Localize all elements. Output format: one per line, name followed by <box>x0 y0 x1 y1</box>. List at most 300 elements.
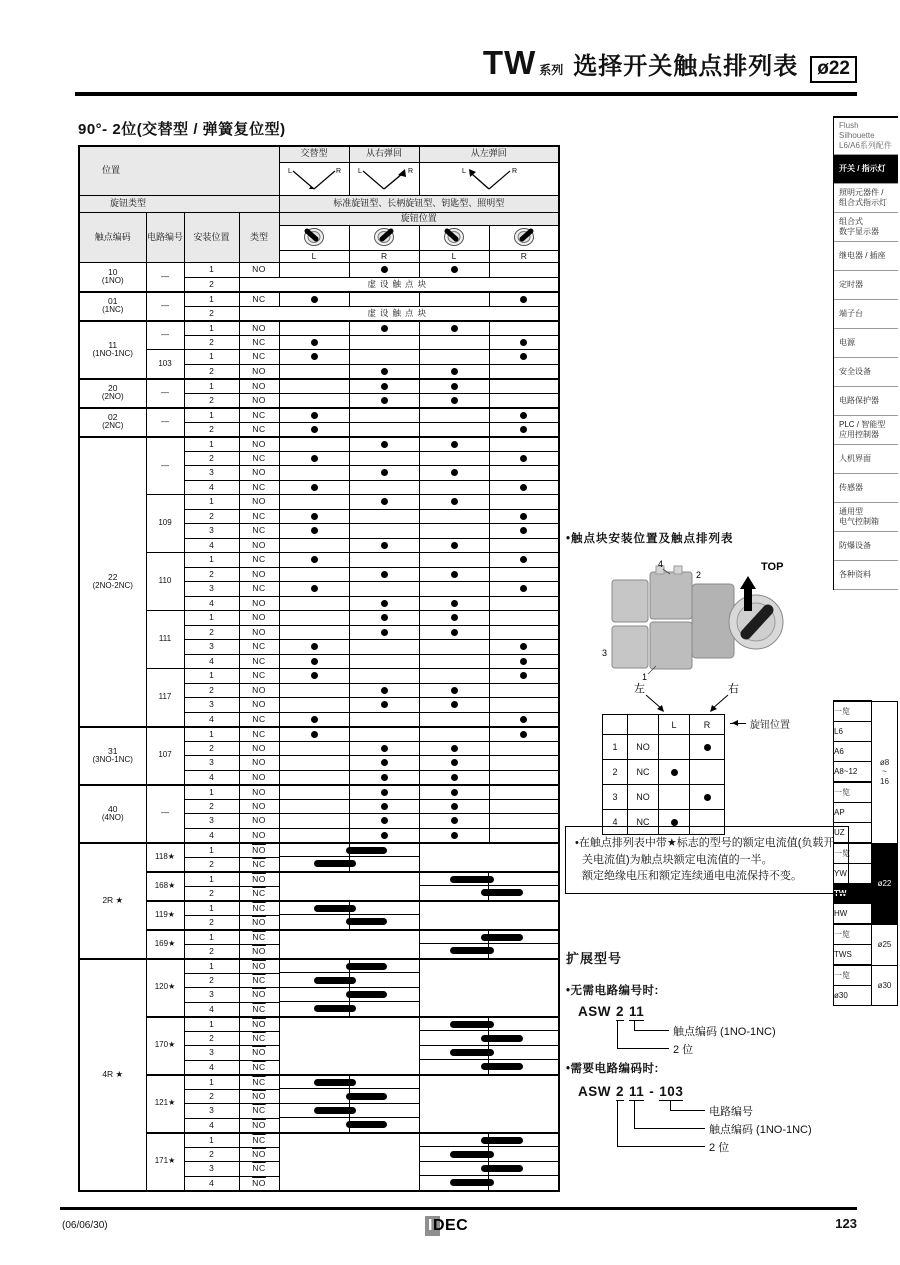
sidebar-item[interactable]: 端子台 <box>834 300 898 329</box>
contact-dot <box>520 556 527 563</box>
mount-position-cell: 1 <box>184 611 239 626</box>
example-header-cell: L <box>659 715 690 735</box>
contact-dot-cell <box>419 408 489 423</box>
series-nav-item[interactable]: A8~12 <box>834 762 872 783</box>
column-divider <box>419 1031 420 1046</box>
contact-dot-cell <box>489 364 559 379</box>
contact-dot-cell <box>419 814 489 829</box>
contact-dot <box>451 817 458 824</box>
series-nav-item[interactable]: HW <box>834 904 872 925</box>
contact-dot-cell <box>349 727 419 742</box>
contact-dot <box>381 832 388 839</box>
circuit-number-cell: 121★ <box>146 1075 184 1133</box>
contact-dot-cell <box>419 495 489 510</box>
contact-dot-cell <box>349 828 419 843</box>
knob-range-cell <box>279 915 559 930</box>
contact-dot-cell <box>349 770 419 785</box>
header-rule <box>75 92 857 96</box>
contact-dot-cell <box>279 582 349 597</box>
contact-dot-cell <box>419 654 489 669</box>
contact-dot-cell <box>279 741 349 756</box>
top-label: TOP <box>761 561 784 573</box>
contact-closed-bar <box>346 963 388 970</box>
example-cell: 1 <box>603 735 628 760</box>
size-badge: ø22 <box>810 56 857 83</box>
contact-dot-cell <box>279 408 349 423</box>
mount-position-cell: 4 <box>184 1002 239 1017</box>
contact-type-cell: NC <box>239 451 279 466</box>
series-nav-item[interactable]: 一览 <box>834 701 872 722</box>
knob-range-cell <box>279 930 559 945</box>
contact-dot-cell <box>349 741 419 756</box>
mount-position-cell: 4 <box>184 1118 239 1133</box>
contact-type-cell: NO <box>239 364 279 379</box>
expansion-title: 扩展型号 <box>566 951 623 966</box>
contact-dot-cell <box>279 495 349 510</box>
contact-dot-cell <box>489 509 559 524</box>
knob-range-cell <box>279 843 559 858</box>
circuit-number-cell: 168★ <box>146 872 184 901</box>
contact-dot <box>381 701 388 708</box>
series-size-group[interactable]: ø22 <box>872 843 898 924</box>
contact-closed-bar <box>314 860 356 867</box>
contact-dot-cell <box>349 669 419 684</box>
callout-label: 2 位 <box>673 1044 694 1056</box>
circuit-number-cell: — <box>146 321 184 350</box>
sidebar-item[interactable]: 电源 <box>834 329 898 358</box>
mount-position-cell: 1 <box>184 321 239 336</box>
column-divider <box>419 988 420 1003</box>
knob-range-cell <box>279 959 559 974</box>
sidebar-item[interactable]: 人机界面 <box>834 445 898 474</box>
contact-dot-cell <box>419 741 489 756</box>
contact-dot <box>381 803 388 810</box>
contact-dot-cell <box>419 596 489 611</box>
contact-type-cell: NO <box>239 393 279 408</box>
contact-dot-cell <box>419 321 489 336</box>
table-row <box>79 553 559 568</box>
model-number-part: 11 <box>629 1004 645 1019</box>
sidebar-item[interactable]: PLC / 智能型 应用控制器 <box>834 416 898 445</box>
series-nav-item[interactable]: L6 <box>834 722 872 742</box>
circuit-number-cell: — <box>146 263 184 292</box>
contact-dot <box>451 701 458 708</box>
sidebar-item[interactable]: 定时器 <box>834 271 898 300</box>
contact-dot <box>381 325 388 332</box>
model-number <box>578 1004 644 1021</box>
contact-dot-cell <box>489 770 559 785</box>
callout-label: 2 位 <box>709 1142 730 1154</box>
mount-position-cell: 1 <box>184 553 239 568</box>
contact-type-cell: NO <box>239 437 279 452</box>
column-divider <box>419 1018 420 1032</box>
sidebar-item[interactable]: 电路保护器 <box>834 387 898 416</box>
contact-dot-cell <box>279 756 349 771</box>
contact-dot-cell <box>489 553 559 568</box>
contact-type-cell: NC <box>239 582 279 597</box>
contact-dot-cell <box>279 422 349 437</box>
column-divider <box>419 1046 420 1061</box>
contact-dot <box>520 731 527 738</box>
contact-dot-cell <box>279 553 349 568</box>
contact-closed-bar <box>481 1035 523 1042</box>
contact-dot-cell <box>279 480 349 495</box>
mount-position-cell: 4 <box>184 538 239 553</box>
contact-dot <box>451 614 458 621</box>
contact-type-cell: NC <box>239 654 279 669</box>
contact-dot-cell <box>349 335 419 350</box>
mount-position-cell: 2 <box>184 741 239 756</box>
contact-dot-cell <box>489 741 559 756</box>
knob-range-cell <box>279 1162 559 1177</box>
knob-type-header: 旋钮类型 <box>79 195 279 212</box>
contact-type-cell: NC <box>239 408 279 423</box>
sidebar-item[interactable]: 各种资料 <box>834 561 898 590</box>
series-nav-item[interactable]: ø30 <box>834 986 872 1006</box>
series-nav-item[interactable]: A6 <box>834 742 872 762</box>
contact-dot <box>381 397 388 404</box>
contact-type-cell: $\overline{NC}$ <box>239 973 279 988</box>
dummy-block-cell: 虚设触点块 <box>239 306 559 321</box>
contact-type-cell: $\overline{NC}$ <box>239 930 279 945</box>
example-cell: 2 <box>603 760 628 785</box>
mount-position-cell: 1 <box>184 785 239 800</box>
contact-closed-bar <box>346 847 388 854</box>
example-cell: NC <box>628 760 659 785</box>
column-divider <box>419 960 420 974</box>
series-size-group[interactable]: ø25 <box>872 924 898 965</box>
contact-closed-bar <box>481 1165 523 1172</box>
contact-dot-cell <box>279 640 349 655</box>
contact-dot-cell <box>419 509 489 524</box>
mount-position-cell: 3 <box>184 640 239 655</box>
contact-dot-cell <box>349 524 419 539</box>
sidebar-item[interactable]: 通用型 电气控制箱 <box>834 503 898 532</box>
arrangement-example-table <box>602 714 725 835</box>
diagram-alternate-cell <box>279 162 349 195</box>
series-nav-item[interactable]: UZ <box>834 823 872 844</box>
table-row <box>79 611 559 626</box>
circuit-number-cell: 171★ <box>146 1133 184 1191</box>
contact-type-cell: $\overline{NO}$ <box>239 872 279 887</box>
contact-dot <box>451 803 458 810</box>
contact-type-cell: NC <box>239 712 279 727</box>
contact-dot-cell <box>489 466 559 481</box>
contact-dot <box>520 296 527 303</box>
mount-position-cell: 2 <box>184 567 239 582</box>
knob-range-cell <box>279 988 559 1003</box>
mount-position-cell: 2 <box>184 799 239 814</box>
col-header-contact-code: 触点编码 <box>79 212 146 262</box>
example-cell <box>690 735 725 760</box>
example-cell: NO <box>628 735 659 760</box>
sidebar-item[interactable]: 照明元器件 / 组合式指示灯 <box>834 184 898 213</box>
position-header: 位置 <box>79 146 279 195</box>
contact-dot-cell <box>419 379 489 394</box>
contact-type-cell: NO <box>239 814 279 829</box>
diagram-return-right-cell <box>349 162 419 195</box>
sidebar-item[interactable]: 传感器 <box>834 474 898 503</box>
series-suffix: 系列 <box>539 63 564 77</box>
contact-type-cell: NO <box>239 538 279 553</box>
expansion-case2-label: •需要电路编码时: <box>566 1063 659 1075</box>
contact-type-cell: $\overline{NO}$ <box>239 1017 279 1032</box>
series-nav-item[interactable]: 一览 <box>834 843 872 864</box>
contact-dot <box>451 600 458 607</box>
column-divider <box>419 1104 420 1119</box>
svg-text:R: R <box>408 167 414 175</box>
contact-dot <box>520 585 527 592</box>
contact-dot <box>311 643 318 650</box>
svg-text:L: L <box>288 167 292 175</box>
contact-dot-cell <box>419 770 489 785</box>
block-number-1: 1 <box>642 672 648 682</box>
contact-dot-cell <box>489 814 559 829</box>
column-divider <box>419 902 420 916</box>
block-number-4: 4 <box>658 559 664 569</box>
contact-dot-cell <box>349 422 419 437</box>
series-nav-item[interactable]: 一览 <box>834 965 872 986</box>
contact-dot-cell <box>349 509 419 524</box>
contact-dot <box>381 441 388 448</box>
knob-position-pointer-label: 旋钮位置 <box>750 720 790 731</box>
series-nav-item[interactable]: YW <box>834 864 872 884</box>
contact-dot-cell <box>279 654 349 669</box>
contact-dot <box>520 455 527 462</box>
contact-dot <box>311 339 318 346</box>
series-nav-item[interactable]: AP <box>834 803 872 823</box>
contact-dot <box>451 542 458 549</box>
mount-position-cell: 2 <box>184 886 239 901</box>
contact-dot-cell <box>279 321 349 336</box>
alternate-diagram-icon <box>280 163 348 193</box>
contact-dot-cell <box>489 596 559 611</box>
contact-dot-cell <box>419 480 489 495</box>
contact-dot-cell <box>279 437 349 452</box>
table-row <box>79 1075 559 1090</box>
contact-dot-cell <box>419 727 489 742</box>
svg-text:L: L <box>461 167 466 175</box>
contact-type-cell: NO <box>239 741 279 756</box>
page-header <box>483 44 857 83</box>
mount-position-cell: 4 <box>184 712 239 727</box>
contact-dot <box>520 716 527 723</box>
callout-line <box>617 1021 669 1049</box>
sidebar-item[interactable]: 组合式 数字显示器 <box>834 213 898 242</box>
contact-dot-cell <box>279 698 349 713</box>
column-divider <box>419 915 420 929</box>
contact-dot <box>311 426 318 433</box>
contact-dot <box>381 774 388 781</box>
contact-closed-bar <box>346 1121 388 1128</box>
example-row <box>603 735 725 760</box>
contact-dot <box>311 527 318 534</box>
mount-position-cell: 1 <box>184 350 239 365</box>
contact-dot-cell <box>349 625 419 640</box>
column-divider <box>419 973 420 988</box>
contact-dot-cell <box>419 451 489 466</box>
star-note-text: •在触点排列表中带★标志的型号的额定电流值(负载开关电流值)为触点块额定电流值的一半。 <box>575 837 835 866</box>
series-nav-item[interactable]: TWS <box>834 945 872 966</box>
knob-range-cell <box>279 1031 559 1046</box>
example-header-row <box>603 715 725 735</box>
example-cell <box>659 735 690 760</box>
contact-dot <box>520 513 527 520</box>
circuit-number-cell: — <box>146 408 184 437</box>
contact-dot-cell <box>349 567 419 582</box>
contact-dot-cell <box>349 292 419 307</box>
mount-position-cell: 1 <box>184 292 239 307</box>
contact-dot <box>520 353 527 360</box>
contact-code-cell: 22 (2NO-2NC) <box>79 437 146 727</box>
contact-dot <box>520 527 527 534</box>
contact-dot-cell <box>349 698 419 713</box>
contact-dot-cell <box>279 611 349 626</box>
idec-logo <box>425 1214 495 1238</box>
mount-position-cell: 2 <box>184 393 239 408</box>
return-left-diagram-icon <box>420 163 558 193</box>
model-number-part: ASW <box>578 1084 611 1099</box>
contact-dot <box>451 832 458 839</box>
sidebar-item[interactable]: 安全设备 <box>834 358 898 387</box>
contact-dot-cell <box>489 669 559 684</box>
sidebar-item[interactable]: 开关 / 指示灯 <box>834 155 898 184</box>
example-header-cell: R <box>690 715 725 735</box>
contact-dot <box>451 789 458 796</box>
mount-position-cell: 4 <box>184 1176 239 1191</box>
knob-range-cell <box>279 1133 559 1148</box>
contact-dot-cell <box>349 582 419 597</box>
contact-type-cell: $\overline{NC}$ <box>239 901 279 916</box>
series-nav-item[interactable]: 一览 <box>834 782 872 803</box>
contact-dot <box>381 571 388 578</box>
table-row <box>79 263 559 278</box>
contact-dot <box>451 266 458 273</box>
contact-type-cell: NC <box>239 292 279 307</box>
contact-dot-cell <box>489 480 559 495</box>
column-divider <box>419 1162 420 1177</box>
left-arrow-icon <box>730 723 746 724</box>
contact-dot <box>381 469 388 476</box>
contact-dot-cell <box>349 466 419 481</box>
knob-range-cell <box>279 886 559 901</box>
mount-position-cell: 2 <box>184 683 239 698</box>
contact-type-cell: $\overline{NO}$ <box>239 988 279 1003</box>
mount-position-cell: 1 <box>184 263 239 278</box>
knob-range-cell <box>279 901 559 916</box>
contact-dot-cell <box>279 596 349 611</box>
contact-dot-cell <box>349 379 419 394</box>
contact-dot <box>311 731 318 738</box>
knob-range-cell <box>279 944 559 959</box>
knob-range-cell <box>279 1147 559 1162</box>
series-size-group[interactable]: ø30 <box>872 965 898 1006</box>
sidebar-item[interactable]: 继电器 / 插座 <box>834 242 898 271</box>
knob-icon-l <box>301 226 327 248</box>
contact-dot-cell <box>349 654 419 669</box>
contact-dot-cell <box>349 553 419 568</box>
knob-range-cell <box>279 1017 559 1032</box>
callout-line <box>617 1101 705 1147</box>
mount-position-cell: 2 <box>184 422 239 437</box>
contact-type-cell: NC <box>239 350 279 365</box>
contact-dot-cell <box>279 567 349 582</box>
contact-dot-cell <box>489 582 559 597</box>
circuit-number-cell: — <box>146 785 184 843</box>
mount-position-cell: 3 <box>184 582 239 597</box>
knob-range-cell <box>279 857 559 872</box>
contact-closed-bar <box>450 1179 494 1186</box>
contact-dot <box>520 643 527 650</box>
sidebar-item[interactable]: Flush Silhouette L6/A6系列配件 <box>834 118 898 155</box>
column-divider <box>419 931 420 945</box>
contact-dot <box>381 266 388 273</box>
contact-dot-cell <box>349 364 419 379</box>
contact-type-cell: NO <box>239 756 279 771</box>
model-number-part: 2 <box>616 1004 625 1019</box>
contact-dot-cell <box>489 828 559 843</box>
example-cell: NC <box>628 810 659 835</box>
contact-dot-cell <box>419 640 489 655</box>
example-row <box>603 785 725 810</box>
column-divider <box>419 1076 420 1090</box>
contact-type-cell: $\overline{NO}$ <box>239 915 279 930</box>
contact-dot <box>520 339 527 346</box>
model-number-part: 11 <box>629 1084 645 1099</box>
contact-dot-cell <box>419 292 489 307</box>
mount-position-cell: 1 <box>184 437 239 452</box>
series-nav-item[interactable]: TW <box>834 884 872 904</box>
contact-dot <box>381 368 388 375</box>
model-number <box>578 1084 683 1101</box>
mount-position-cell: 4 <box>184 1060 239 1075</box>
series-size-group[interactable]: ø8 ~ 16 <box>872 701 898 843</box>
contact-dot <box>671 819 678 826</box>
mount-position-cell: 1 <box>184 959 239 974</box>
contact-closed-bar <box>450 1151 494 1158</box>
mount-position-cell: 2 <box>184 944 239 959</box>
contact-dot <box>451 498 458 505</box>
contact-dot-cell <box>489 785 559 800</box>
mount-position-cell: 2 <box>184 451 239 466</box>
logo-first-letter: I <box>428 1217 433 1234</box>
svg-text:L: L <box>358 167 362 175</box>
contact-dot-cell <box>489 437 559 452</box>
contact-dot <box>451 383 458 390</box>
contact-code-cell: 20 (2NO) <box>79 379 146 408</box>
column-divider <box>419 1060 420 1074</box>
contact-code-cell: 10 (1NO) <box>79 263 146 292</box>
contact-type-cell: $\overline{NC}$ <box>239 1104 279 1119</box>
sidebar-item[interactable]: 防爆设备 <box>834 532 898 561</box>
knob-range-cell <box>279 1104 559 1119</box>
model-number-part: 2 <box>616 1084 625 1099</box>
mount-position-cell: 1 <box>184 1017 239 1032</box>
contact-closed-bar <box>346 1093 388 1100</box>
action-type-return-left: 从左弹回 <box>419 146 559 162</box>
example-cell <box>659 760 690 785</box>
contact-dot-cell <box>279 712 349 727</box>
contact-dot-cell <box>489 263 559 278</box>
knob-position-header: 旋钮位置 <box>279 212 559 225</box>
table-row <box>79 408 559 423</box>
page-title: 选择开关触点排列表 <box>573 53 799 80</box>
contact-dot-cell <box>279 335 349 350</box>
contact-code-cell: 11 (1NO-1NC) <box>79 321 146 379</box>
contact-dot-cell <box>349 785 419 800</box>
block-number-2: 2 <box>696 570 702 580</box>
series-nav-item[interactable]: 一览 <box>834 924 872 945</box>
